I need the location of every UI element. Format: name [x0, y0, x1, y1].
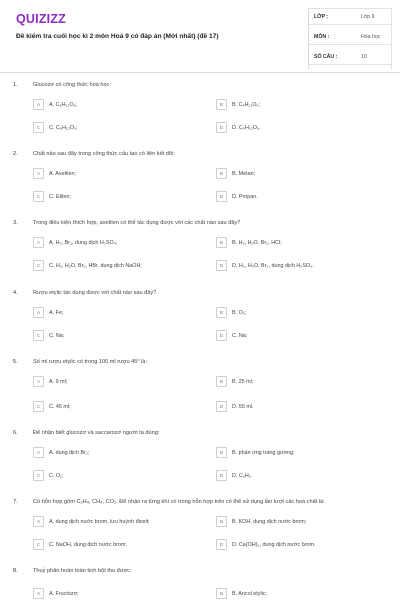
option-letter-box: A	[33, 237, 44, 248]
option-text: B. C₆H₁₁O₆;	[232, 102, 261, 108]
option-letter-box: C	[33, 260, 44, 271]
option-text: C. NaOH, dung dịch nước brom;	[49, 542, 127, 548]
option-letter-box: C	[33, 191, 44, 202]
option-letter-box: A	[33, 307, 44, 318]
option-text: B. phản ứng tráng gương;	[232, 450, 295, 456]
option-text: C. C₆H₁₂O₅;	[49, 125, 78, 131]
meta-value: Hóa học	[361, 34, 381, 40]
option-letter-box: D	[216, 260, 227, 271]
option-text: A. C₆H₁₂O₆;	[49, 102, 78, 108]
question-number: 8.	[13, 568, 18, 574]
option-letter-box: B	[216, 376, 227, 387]
meta-row-subject	[309, 29, 391, 45]
question-number: 4.	[13, 290, 18, 296]
question-text: Rượu etylic tác dụng được với chất nào sau đây?	[33, 290, 157, 296]
option-letter-box: B	[216, 168, 227, 179]
meta-key: SỐ CÂU :	[314, 54, 338, 60]
option-letter-box: C	[33, 401, 44, 412]
option-text: B. H₂, H₂O, Br₂, HCl;	[232, 240, 282, 246]
option-text: C. Etilen;	[49, 194, 71, 200]
option-text: B. O₂;	[232, 310, 247, 316]
meta-row-count	[309, 49, 391, 65]
option-letter-box: C	[33, 330, 44, 341]
option-letter-box: D	[216, 191, 227, 202]
option-text: D. C₂H₂.	[232, 473, 253, 479]
option-letter-box: D	[216, 470, 227, 481]
meta-row-class	[309, 9, 391, 25]
worksheet-header	[0, 0, 400, 72]
option-text: A. Axetilen;	[49, 171, 76, 177]
worksheet-title: Đề kiểm tra cuối học kì 2 môn Hoá 9 có đáp án (Mới nhất) (đề 17)	[16, 33, 219, 40]
option-text: C. Na;	[49, 333, 65, 339]
question-text: Glucozơ có công thức hoá học:	[33, 82, 111, 88]
option-letter-box: C	[33, 122, 44, 133]
option-text: A. dung dịch nước brom, lưu huỳnh đioxit;	[49, 519, 150, 525]
question-number: 5.	[13, 359, 18, 365]
question-text: Thuỷ phân hoàn toàn tinh bột thu được:	[33, 568, 132, 574]
option-text: D. Ca(OH)₂, dung dịch nước brom.	[232, 542, 316, 548]
option-letter-box: A	[33, 376, 44, 387]
option-letter-box: B	[216, 588, 227, 599]
option-letter-box: B	[216, 99, 227, 110]
option-letter-box: A	[33, 516, 44, 527]
option-letter-box: B	[216, 237, 227, 248]
option-text: A. Fructozơ;	[49, 591, 79, 597]
option-text: A. dung dịch Br₂;	[49, 450, 90, 456]
option-text: D. Propan.	[232, 194, 258, 200]
option-text: C. O₂;	[49, 473, 64, 479]
option-text: C. H₂, H₂O, Br₂, HBr, dung dịch NaOH;	[49, 263, 142, 269]
option-letter-box: A	[33, 588, 44, 599]
question-text: Chất nào sau đây trong công thức cấu tạo có liên kết đôi:	[33, 151, 175, 157]
meta-info-box	[308, 8, 392, 69]
question-number: 2.	[13, 151, 18, 157]
option-letter-box: D	[216, 122, 227, 133]
option-letter-box: D	[216, 539, 227, 550]
question-number: 7.	[13, 499, 18, 505]
option-letter-box: B	[216, 516, 227, 527]
option-letter-box: A	[33, 168, 44, 179]
option-text: D. H₂, H₂O, Br₂, dung dịch H₂SO₄.	[232, 263, 314, 269]
option-text: A. 9 ml;	[49, 379, 68, 385]
option-letter-box: A	[33, 99, 44, 110]
meta-value: Lớp 9	[361, 14, 375, 20]
option-text: C. Na;	[232, 333, 248, 339]
option-letter-box: C	[33, 539, 44, 550]
question-text: Trong điều kiện thích hợp, axetilen có thể tác dụng được với các chất nào sau đây?	[33, 220, 241, 226]
quizizz-logo: QUIZIZZ	[16, 12, 67, 26]
option-letter-box: B	[216, 447, 227, 458]
option-text: B. KOH, dung dịch nước brom;	[232, 519, 307, 525]
option-text: B. Metan;	[232, 171, 256, 177]
question-text: Có hỗn hợp gồm C₂H₄, CH₄, CO₂. Để nhận ra từng khí có trong hỗn hợp trên có thể sử dụng lần lượt các hoá chất là:	[33, 499, 325, 505]
question-text: Số ml rượu etylic có trong 100 ml rượu 45⁰ là:	[33, 359, 148, 365]
option-letter-box: B	[216, 307, 227, 318]
option-letter-box: D	[216, 401, 227, 412]
option-text: A. H₂, Br₂, dung dịch H₂SO₄;	[49, 240, 118, 246]
option-text: B. 25 ml;	[232, 379, 254, 385]
option-letter-box: A	[33, 447, 44, 458]
option-text: C. 45 ml;	[49, 404, 71, 410]
meta-key: LỚP :	[314, 14, 329, 20]
question-number: 1.	[13, 82, 18, 88]
meta-value: 10	[361, 54, 367, 60]
question-number: 6.	[13, 430, 18, 436]
header-divider	[0, 72, 400, 73]
option-text: D. C₅H₁₂O₆.	[232, 125, 261, 131]
option-text: B. Ancol etylic;	[232, 591, 268, 597]
option-letter-box: D	[216, 330, 227, 341]
question-number: 3.	[13, 220, 18, 226]
option-text: D. 55 ml.	[232, 404, 254, 410]
meta-key: MÔN :	[314, 34, 330, 40]
option-text: A. Fe;	[49, 310, 64, 316]
option-letter-box: C	[33, 470, 44, 481]
question-text: Để nhận biết glucozơ và saccarozơ người ta dùng:	[33, 430, 160, 436]
